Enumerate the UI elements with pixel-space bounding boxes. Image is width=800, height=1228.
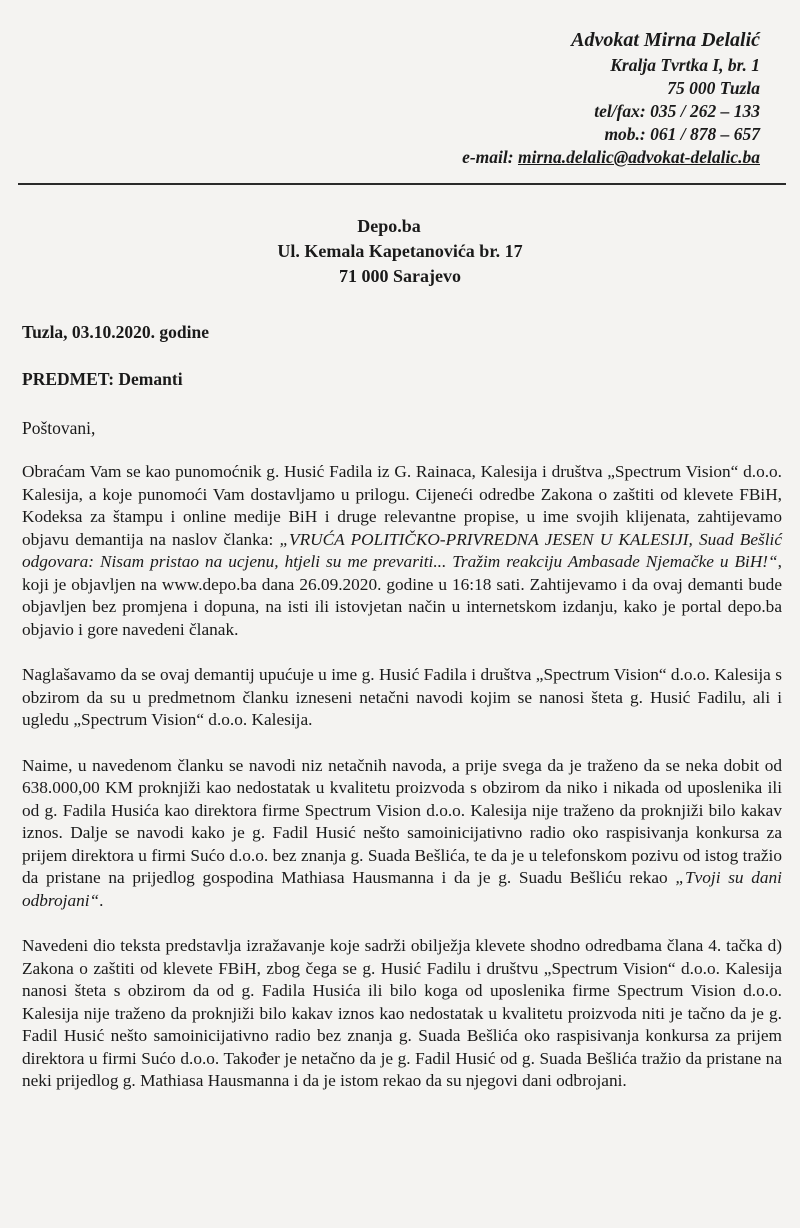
paragraph-3 (22, 755, 782, 913)
recipient-name: Depo.ba (357, 216, 421, 236)
paragraph-1-text-a: Obraćam Vam se kao punomoćnik g. Husić Fadila iz G. Rainaca, Kalesija i društva „Spectrum Vision“ d.o.o. Kalesija, a koje punomoći Vam dostavljamo u prilogu. Cijeneći odredbe Zakona o zaštiti od klevete FBiH, Kodeksa za štampu i online medije BiH i druge relevantne propise, u ime svojih klijenata, zahtijevamo objavu demantija na naslov članka: (22, 462, 782, 549)
article-title: „VRUĆA POLITIČKO-PRIVREDNA JESEN U KALESIJI, Suad Bešlić odgovara: Nisam pristao na ucjenu, htjeli su me prevariti... Tražim reakciju Ambasade Njemačke u BiH!“ (22, 529, 782, 571)
paragraph-2: Naglašavamo da se ovaj demantij upućuje u ime g. Husić Fadila i društva „Spectrum Vision“ d.o.o. Kalesija s obzirom da su u predmetnom članku izneseni netačni navodi kojim se nanosi šteta g. Husić Fadilu, ali i ugledu „Spectrum Vision“ d.o.o. Kalesija. (22, 665, 782, 729)
quoted-statement: „Tvoji su dani odbrojani“ (22, 868, 782, 910)
paragraph-3-text-b: . (99, 890, 104, 910)
email-label: e-mail: (462, 147, 518, 167)
recipient-city: 71 000 Sarajevo (339, 266, 461, 286)
paragraph-3-text-a: Naime, u navedenom članku se navodi niz netačnih navoda, a prije svega da je traženo da se neka dobit od 638.000,00 KM proknjiži kao nedostatak u kvalitetu proizvoda s obzirom da niko i nikada od uposlenika ili od g. Fadila Husića kao direktora firme Spectrum Vision d.o.o. Kalesija nije traženo da proknjiži bilo kakav iznos. Dalje se navodi kako je g. Fadil Husić nešto samoinicijativno radio oko raspisivanja konkursa za prijem direktora u firmi Sućo d.o.o. bez znanja g. Suada Bešlića, te da je u telefonskom pozivu od istog tražio da pristane na prijedlog gospodina Mathiasa Hausmanna i da je g. Suadu Bešliću rekao (22, 755, 782, 887)
recipient-street: Ul. Kemala Kapetanovića br. 17 (277, 241, 523, 261)
letterhead (462, 26, 760, 169)
recipient-block (0, 214, 800, 289)
email-link[interactable]: mirna.delalic@advokat-delalic.ba (517, 147, 760, 167)
paragraph-1 (22, 461, 782, 641)
letterhead-divider (18, 183, 786, 185)
date-line: Tuzla, 03.10.2020. godine (22, 322, 210, 342)
letter-body (22, 461, 782, 1116)
lawyer-street: Kralja Tvrtka I, br. 1 (610, 55, 760, 75)
lawyer-city: 75 000 Tuzla (667, 78, 760, 98)
lawyer-mobile: mob.: 061 / 878 – 657 (604, 124, 760, 144)
paragraph-4: Navedeni dio teksta predstavlja izražavanje koje sadrži obilježja klevete shodno odredbama člana 4. tačka d) Zakona o zaštiti od klevete FBiH, zbog čega se g. Husić Fadilu i društvu „Spectrum Vision“ d.o.o. Kalesija nanosi šteta s obzirom da od g. Fadila Husića ili bilo koga od uposlenika firme Spectrum Vision d.o.o. Kalesija nije traženo da proknjiži bilo kakav iznos kao nedostatak u kvalitetu proizvoda niti je tačno da je g. Fadil Husić nešto samoinicijativno radio bez znanja g. Suada Bešlića oko raspisivanja konkursa za prijem direktora u firmi Sućo d.o.o. Također je netačno da je g. Fadil Husić od g. Suada Bešlića tražio da pristane na neki prijedlog g. Mathiasa Hausmanna i da je istom rekao da su njegovi dani odbrojani. (22, 936, 782, 1090)
lawyer-telfax: tel/fax: 035 / 262 – 133 (594, 101, 760, 121)
lawyer-name: Advokat Mirna Delalić (571, 29, 760, 51)
paragraph-1-text-b: , koji je objavljen na www.depo.ba dana 26.09.2020. godine u 16:18 sati. Zahtijevamo i da ovaj demanti bude objavljen bez promjena i dopuna, na isti ili istovjetan način u internetskom izdanju, kako je portal depo.ba objavio i gore navedeni članak. (22, 552, 782, 639)
lawyer-email-line (462, 146, 760, 169)
greeting: Poštovani, (22, 418, 96, 438)
subject-line: PREDMET: Demanti (22, 369, 183, 389)
